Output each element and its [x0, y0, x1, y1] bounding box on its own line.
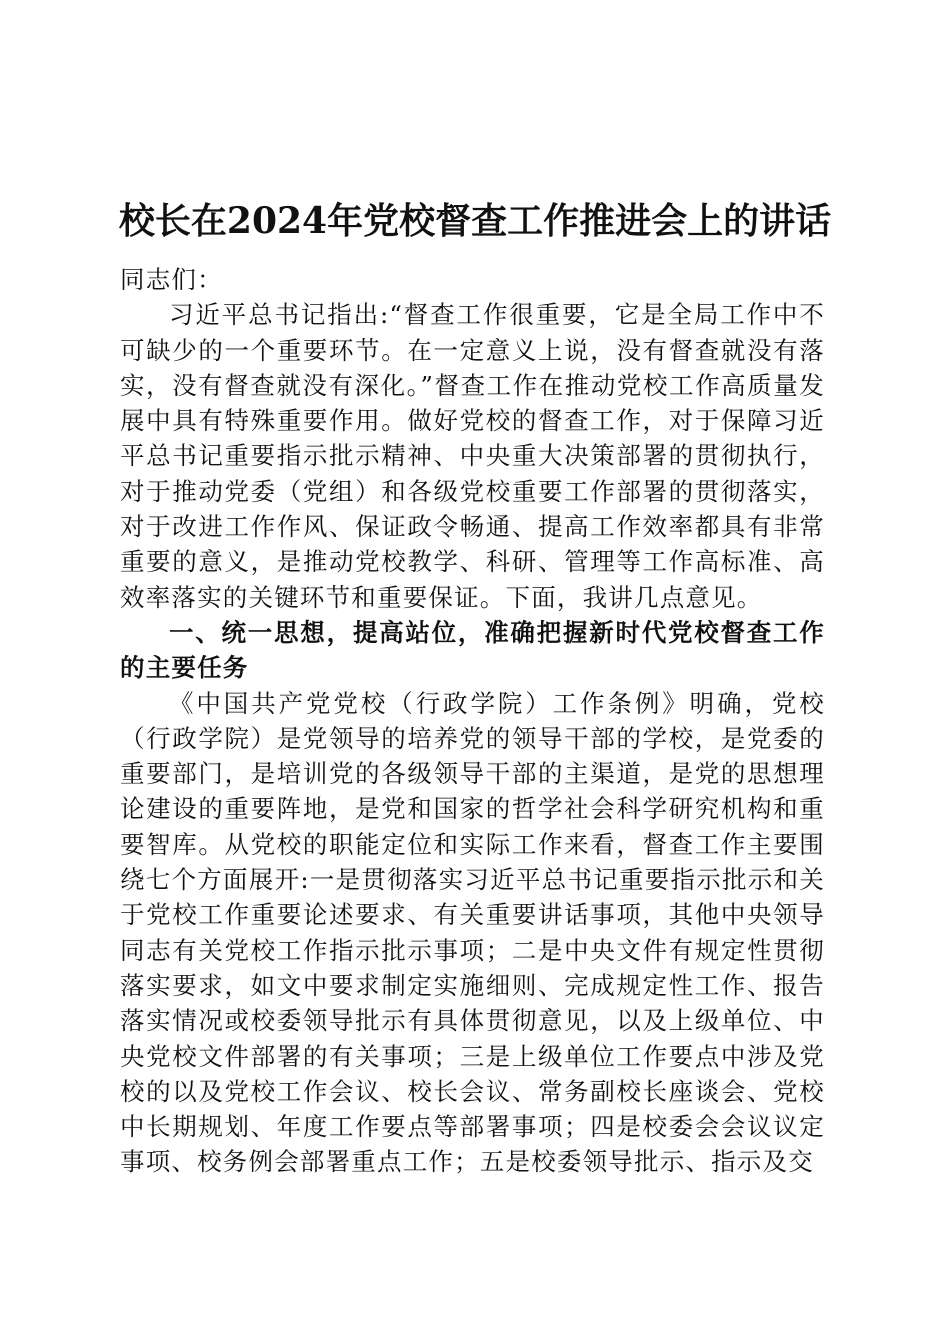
section-1-paragraph: 《中国共产党党校（行政学院）工作条例》明确，党校（行政学院）是党领导的培养党的领导干部的学校，是党委的重要部门，是培训党的各级领导干部的主渠道，是党的思想理论建设的重要阵地，是党和国家的哲学社会科学研究机构和重要智库。从党校的职能定位和实际工作来看，督查工作主要围绕七个方面展开:一是贯彻落实习近平总书记重要指示批示和关于党校工作重要论述要求、有关重要讲话事项，其他中央领导同志有关党校工作指示批示事项；二是中央文件有规定性贯彻落实要求，如文中要求制定实施细则、完成规定性工作、报告落实情况或校委领导批示有具体贯彻意见，以及上级单位、中央党校文件部署的有关事项；三是上级单位工作要点中涉及党校的以及党校工作会议、校长会议、常务副校长座谈会、党校中长期规划、年度工作要点等部署事项；四是校委会会议议定事项、校务例会部署重点工作；五是校委领导批示、指示及交 — [120, 688, 825, 1177]
salutation: 同志们： — [120, 265, 223, 294]
document-body — [120, 262, 825, 1180]
document-title: 校长在2024年党校督查工作推进会上的讲话 — [118, 200, 832, 242]
section-1-heading: 一、统一思想，提高站位，准确把握新时代党校督查工作的主要任务 — [120, 617, 825, 683]
intro-paragraph: 习近平总书记指出:“督查工作很重要，它是全局工作中不可缺少的一个重要环节。在一定意义上说，没有督查就没有落实，没有督查就没有深化。”督查工作在推动党校工作高质量发展中具有特殊重要作用。做好党校的督查工作，对于保障习近平总书记重要指示批示精神、中央重大决策部署的贯彻执行，对于推动党委（党组）和各级党校重要工作部署的贯彻落实，对于改进工作作风、保证政令畅通、提高工作效率都具有非常重要的意义，是推动党校教学、科研、管理等工作高标准、高效率落实的关键环节和重要保证。下面，我讲几点意见。 — [120, 300, 825, 612]
